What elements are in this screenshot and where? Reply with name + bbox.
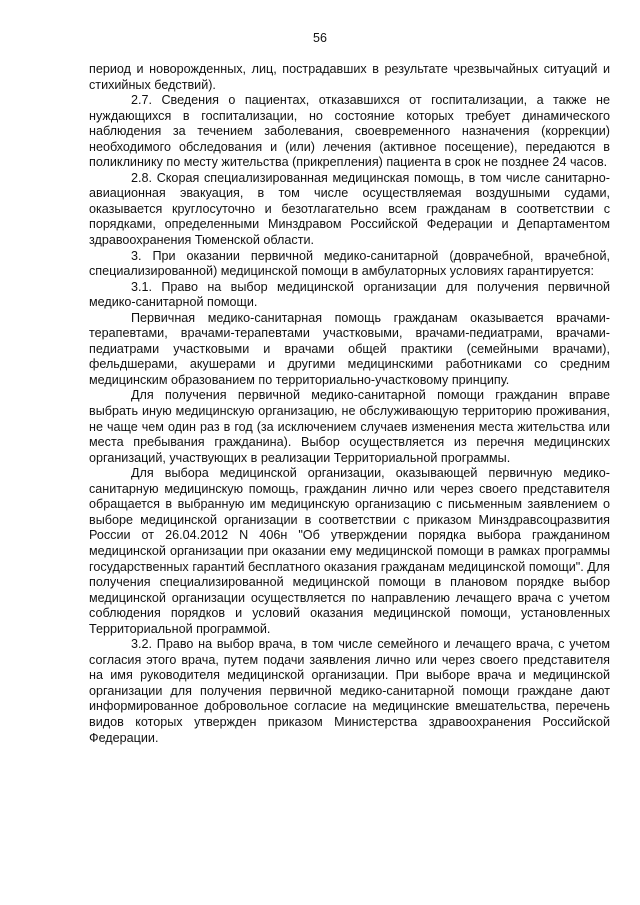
document-body (89, 62, 610, 746)
paragraph-3: 3. При оказании первичной медико-санитарной (доврачебной, врачебной, специализированной) медицинской помощи в амбулаторных условиях гарантируется: (89, 248, 610, 279)
paragraph-primary-care: Первичная медико-санитарная помощь гражданам оказывается врачами-терапевтами, врачами-терапевтами участковыми, врачами-педиатрами, врачами-педиатрами участковыми и врачами общей практики (семейными врачами), фельдшерами, акушерами и другими медицинскими работниками со средним медицинским образованием по территориально-участковому принципу. (89, 310, 610, 387)
paragraph-choice-of-organization: Для получения первичной медико-санитарной помощи гражданин вправе выбрать иную медицинскую организацию, не обслуживающую территорию проживания, не чаще чем один раз в год (за исключением случаев изменения места жительства или места пребывания гражданина). Выбор осуществляется из перечня медицинских организаций, участвующих в реализации Территориальной программы. (89, 388, 610, 465)
paragraph-2-7: 2.7. Сведения о пациентах, отказавшихся от госпитализации, а также не нуждающихся в госпитализации, но состояние которых требует динамического наблюдения за течением заболевания, своевременного назначения (коррекции) необходимого обследования и (или) лечения (активное посещение), передаются в поликлинику по месту жительства (прикрепления) пациента в срок не позднее 24 часов. (89, 93, 610, 170)
paragraph-3-2: 3.2. Право на выбор врача, в том числе семейного и лечащего врача, с учетом согласия этого врача, путем подачи заявления лично или через своего представителя на имя руководителя медицинской организации. При выборе врача и медицинской организации для получения первичной медико-санитарной помощи граждане дают информированное добровольное согласие на медицинские вмешательства, перечень видов которых утвержден приказом Министерства здравоохранения Российской Федерации. (89, 637, 610, 745)
paragraph-selection-procedure: Для выбора медицинской организации, оказывающей первичную медико-санитарную медицинскую помощь, гражданин лично или через своего представителя обращается в выбранную им медицинскую организацию с письменным заявлением о выборе медицинской организации в соответствии с приказом Минздравсоцразвития России от 26.04.2012 N 406н "Об утверждении порядка выбора гражданином медицинской организации при оказании ему медицинской помощи в рамках программы государственных гарантий бесплатного оказания гражданам медицинской помощи". Для получения специализированной медицинской помощи в плановом порядке выбор медицинской организации осуществляется по направлению лечащего врача с учетом соблюдения порядков и условий оказания медицинской помощи, установленных Территориальной программой. (89, 466, 610, 636)
paragraph-continuation: период и новорожденных, лиц, пострадавших в результате чрезвычайных ситуаций и стихийных бедствий). (89, 62, 610, 92)
paragraph-2-8: 2.8. Скорая специализированная медицинская помощь, в том числе санитарно-авиационная эвакуация, в том числе осуществляемая воздушными судами, оказывается круглосуточно и безотлагательно всем гражданам в соответствии с порядками, определенными Минздравом Российской Федерации и Департаментом здравоохранения Тюменской области. (89, 170, 610, 248)
page-number: 56 (313, 31, 327, 45)
paragraph-3-1: 3.1. Право на выбор медицинской организации для получения первичной медико-санитарной помощи. (89, 279, 610, 310)
